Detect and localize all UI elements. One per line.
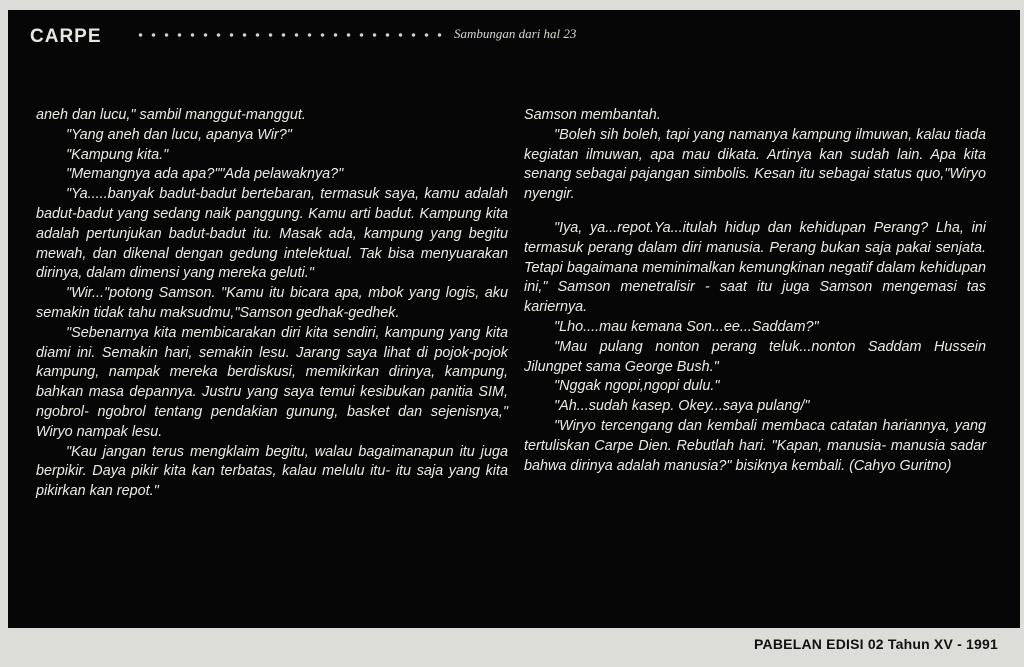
text-column-right — [524, 106, 986, 476]
paragraph: Samson membantah. — [524, 107, 661, 123]
paragraph: "Kau jangan terus mengklaim begitu, walau bagaimanapun itu juga berpikir. Daya pikir kita kan terbatas, kalau melulu itu- itu saja yang kita pikirkan kan repot." — [36, 443, 508, 500]
paragraph: "Memangnya ada apa?""Ada pelawaknya?" — [66, 166, 344, 183]
article-header — [22, 24, 1002, 54]
paragraph: "Yang aneh dan lucu, apanya Wir?" — [66, 126, 292, 143]
publication-imprint: PABELAN EDISI 02 Tahun XV - 1991 — [754, 636, 998, 652]
paragraph: "Wir..."potong Samson. "Kamu itu bicara apa, mbok yang logis, aku semakin tidak tahu maksudmu,"Samson gedhak-gedhek. — [36, 285, 508, 321]
paragraph: "Nggak ngopi,ngopi dulu." — [554, 378, 720, 395]
paragraph: "Kampung kita." — [66, 146, 169, 163]
text-column-left — [36, 106, 508, 502]
paragraph: "Iya, ya...repot.Ya...itulah hidup dan kehidupan Perang? Lha, ini termasuk perang dalam diri manusia. Perang bukan saja pakai senjata. Tetapi bagaimana meminimalkan kemungkinan negatif dalam kehidupan ini," Samson menetralisir - saat itu juga Samson mengemasi tas kariernya. — [524, 219, 986, 316]
paragraph: "Lho....mau kemana Son...ee...Saddam?" — [554, 318, 819, 335]
paragraph: "Mau pulang nonton perang teluk...nonton Saddam Hussein Jilungpet sama George Bush." — [524, 338, 986, 375]
paragraph: "Ya.....banyak badut-badut bertebaran, termasuk saya, kamu adalah badut-badut yang sedang naik panggung. Kamu arti badut. Kampung kita adalah pertunjukan badut-badut itu. Masak ada, kampung yang begitu mewah, dan dikenal dengan gedung intelektual. Tak bisa menyuarakan dirinya, dalam dimensi yang mereka geluti." — [36, 186, 508, 282]
continued-from-note: Sambungan dari hal 23 — [454, 26, 577, 41]
paragraph: "Wiryo tercengang dan kembali membaca catatan hariannya, yang tertuliskan Carpe Dien. Rebutlah hari. "Kapan, manusia- manusia sadar bahwa dirinya adalah manusia?" bisiknya kembali. (Cahyo Guritno) — [524, 417, 986, 474]
dot-leader — [134, 32, 446, 38]
paragraph: "Boleh sih boleh, tapi yang namanya kampung ilmuwan, kalau tiada kegiatan ilmuwan, apa mau dikata. Artinya kan sudah lain. Apa kita senang sebagai pajangan simbolis. Kesan itu sebagai status quo,"Wiryo nyengir. — [524, 126, 986, 203]
paragraph: "Ah...sudah kasep. Okey...saya pulang/" — [554, 398, 810, 415]
section-title: CARPE — [30, 26, 102, 47]
paragraph: aneh dan lucu," sambil manggut-manggut. — [36, 107, 306, 123]
paragraph: "Sebenarnya kita membicarakan diri kita sendiri, kampung yang kita diami ini. Semakin hari, semakin lesu. Jarang saya lihat di pojok-pojok kampung, nampak mereka berdiskusi, memikirkan dirinya, kampung, bahkan masa depannya. Justru yang saya temui kesibukan panitia SIM, ngobrol- ngobrol tentang pendakian gunung, basket dan sejenisnya," Wiryo nampak lesu. — [36, 324, 508, 440]
